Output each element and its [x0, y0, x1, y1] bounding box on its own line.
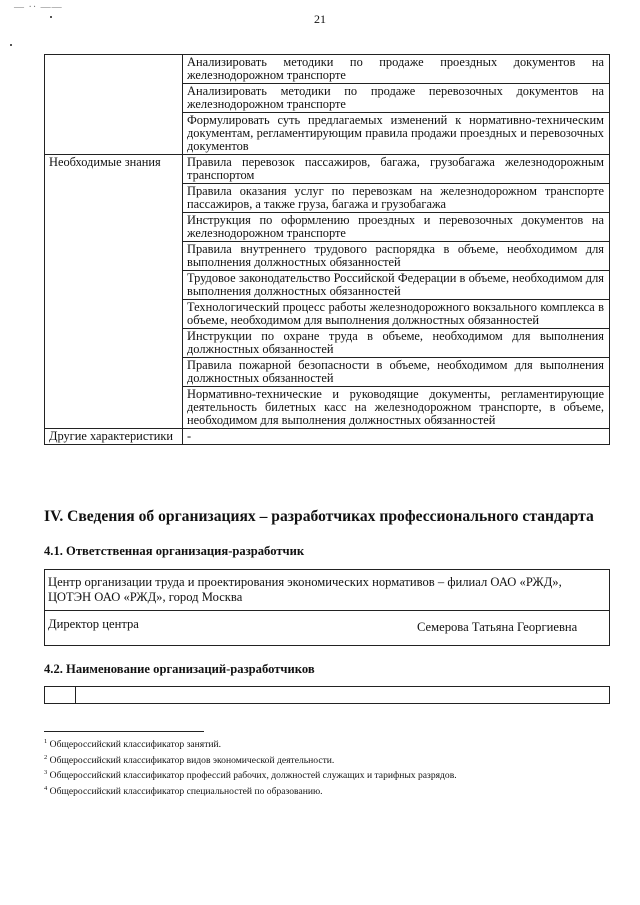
subsection-title-developers: 4.2. Наименование организаций-разработчиков — [44, 662, 315, 676]
footnotes — [44, 736, 604, 799]
row-description: Правила внутреннего трудового распорядка в объеме, необходимом для выполнения должностных обязанностей — [183, 242, 610, 271]
table-row — [45, 55, 610, 84]
person-name: Семерова Татьяна Георгиевна — [417, 620, 578, 634]
row-category: Необходимые знания — [45, 155, 183, 429]
footnote-rule — [44, 731, 204, 732]
row-description: - — [183, 429, 610, 445]
scan-artifact: — ·· —— — [14, 2, 63, 13]
divider — [75, 687, 76, 703]
row-description: Формулировать суть предлагаемых изменений к нормативно-техническим документам, регламентирующим правила продажи проездных и перевозочных документов — [183, 113, 610, 155]
footnote: $^1$ Общероссийский классификатор занятий. — [44, 738, 222, 751]
row-description: Правила перевозок пассажиров, багажа, грузобагажа железнодорожным транспортом — [183, 155, 610, 184]
row-description: Инструкция по оформлению проездных и перевозочных документов на железнодорожном транспорте — [183, 213, 610, 242]
row-category — [45, 55, 183, 155]
row-category: Другие характеристики — [45, 429, 183, 445]
row-description: Инструкции по охране труда в объеме, необходимом для выполнения должностных обязанностей — [183, 329, 610, 358]
row-description: Анализировать методики по продаже проездных документов на железнодорожном транспорте — [183, 55, 610, 84]
row-description: Анализировать методики по продаже перевозочных документов на железнодорожном транспорте — [183, 84, 610, 113]
skills-table — [44, 54, 610, 445]
row-description: Правила пожарной безопасности в объеме, необходимом для выполнения должностных обязанностей — [183, 358, 610, 387]
row-description: Технологический процесс работы железнодорожного вокзального комплекса в объеме, необходимом для выполнения должностных обязанностей — [183, 300, 610, 329]
row-description: Трудовое законодательство Российской Федерации в объеме, необходимом для выполнения должностных обязанностей — [183, 271, 610, 300]
organization-name: Центр организации труда и проектирования экономических нормативов – филиал ОАО «РЖД», ЦОТЭН ОАО «РЖД», город Москва — [48, 575, 562, 604]
section-title: IV. Сведения об организациях – разработчиках профессионального стандарта — [44, 508, 594, 525]
page-number: 21 — [314, 12, 326, 26]
footnote: $^2$ Общероссийский классификатор видов экономической деятельности. — [44, 753, 335, 766]
subsection-title-responsible: 4.1. Ответственная организация-разработчик — [44, 544, 305, 558]
table-row — [45, 155, 610, 184]
footnote: $^4$ Общероссийский классификатор специальностей по образованию. — [44, 785, 323, 798]
row-description: Нормативно-технические и руководящие документы, регламентирующие деятельность билетных касс на железнодорожном транспорте, в объеме, необходимом для выполнения должностных обязанностей — [183, 387, 610, 429]
developers-table — [44, 686, 610, 704]
row-description: Правила оказания услуг по перевозкам на железнодорожном транспорте пассажиров, а также груза, багажа и грузобагажа — [183, 184, 610, 213]
scan-dot — [10, 44, 12, 46]
position-title: Директор центра — [48, 617, 139, 631]
footnote: $^3$ Общероссийский классификатор профессий рабочих, должностей служащих и тарифных разрядов. — [44, 769, 457, 782]
responsible-org-box — [44, 569, 610, 646]
table-row — [45, 429, 610, 445]
divider — [45, 610, 609, 611]
